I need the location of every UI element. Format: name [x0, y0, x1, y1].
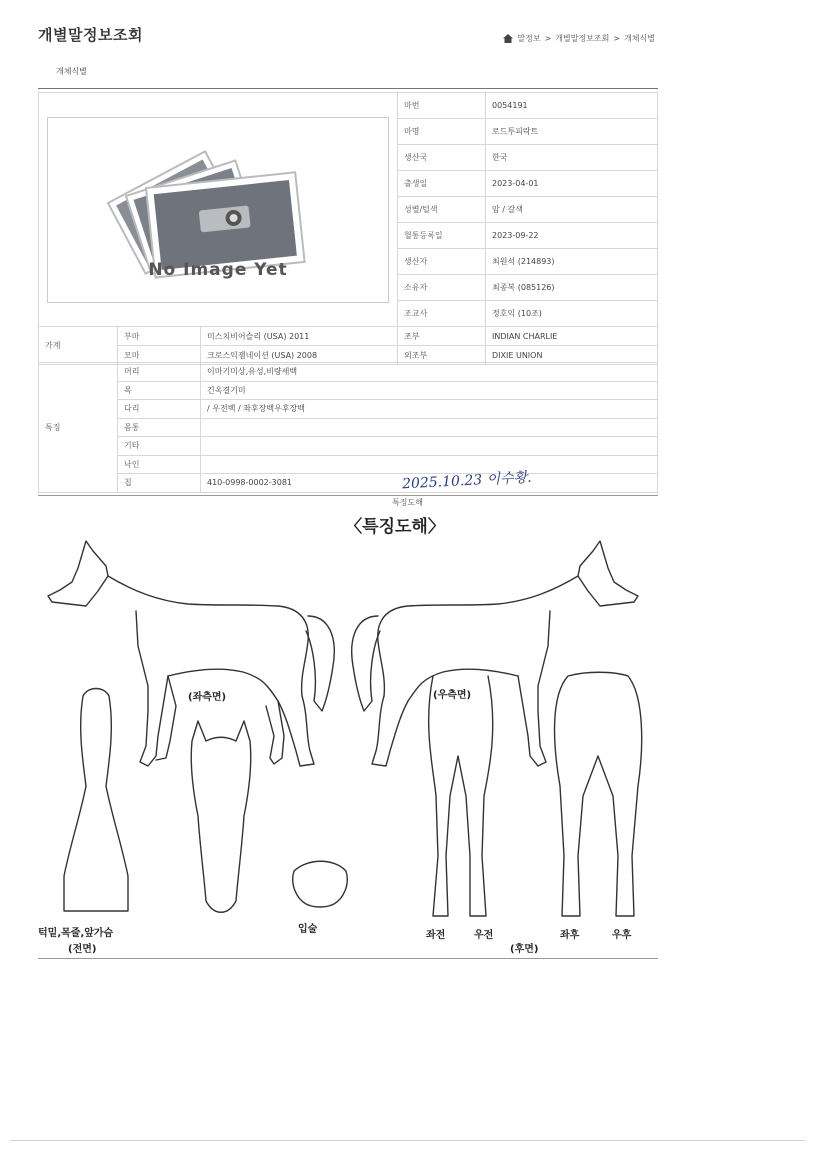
pedigree-label: 조부: [398, 327, 486, 346]
no-image-text: No Image Yet: [148, 259, 288, 280]
feature-value: 긴옥결기미: [201, 381, 658, 400]
breadcrumb-separator: >: [544, 34, 552, 43]
pedigree-label: 부마: [118, 327, 201, 346]
horse-outline-drawing: [38, 496, 658, 958]
feature-label: 다리: [118, 400, 201, 419]
feature-label: 낙인: [118, 455, 201, 474]
pedigree-value: INDIAN CHARLIE: [486, 327, 658, 346]
pedigree-label: 모마: [118, 346, 201, 365]
info-label: 마번: [398, 93, 486, 119]
horse-photo-placeholder: [47, 117, 389, 303]
handwritten-note: 2025.10.23 이수황.: [401, 469, 533, 493]
label-right-side: (우측면): [433, 690, 472, 701]
feature-label: 몸통: [118, 418, 201, 437]
breadcrumb-item[interactable]: 말정보: [517, 34, 541, 43]
breadcrumb-item-current: 개체식별: [624, 34, 655, 43]
label-left-front: 좌전: [426, 930, 446, 941]
page-title: 개별말정보조회: [38, 26, 143, 44]
info-value: 암 / 갈색: [486, 197, 658, 223]
info-label: 조교사: [398, 301, 486, 327]
breadcrumb: [503, 33, 655, 44]
breadcrumb-item[interactable]: 개별말정보조회: [555, 34, 610, 43]
label-left-side: (좌측면): [188, 692, 227, 703]
pedigree-group-label: 가계: [39, 327, 118, 365]
info-label: 성별/털색: [398, 197, 486, 223]
info-value: 2023-09-22: [486, 223, 658, 249]
home-icon[interactable]: [503, 34, 513, 43]
left-side-horse: [48, 541, 334, 766]
pedigree-table: [38, 326, 658, 365]
info-value: 정호익 (10조): [486, 301, 658, 327]
info-label: 출생일: [398, 171, 486, 197]
photo-cell: [39, 93, 398, 327]
feature-label: 기타: [118, 437, 201, 456]
tab-bar: [38, 50, 658, 89]
label-right-hind: 우후: [612, 930, 632, 941]
front-legs-view: [429, 676, 493, 916]
label-front-bottom: 턱밑,목줄,앞가슴: [38, 928, 114, 939]
label-rear: (후면): [510, 944, 539, 955]
label-muzzle: 입술: [298, 924, 318, 935]
label-left-hind: 좌후: [560, 930, 580, 941]
info-value: 0054191: [486, 93, 658, 119]
feature-value: [201, 437, 658, 456]
horse-info-table: [38, 92, 658, 327]
feature-label: 목: [118, 381, 201, 400]
front-chest-view: [64, 689, 128, 912]
feature-value: [201, 418, 658, 437]
pedigree-value: 크로스익잼네이션 (USA) 2008: [201, 346, 398, 365]
info-label: 혈통등록일: [398, 223, 486, 249]
features-group-label: 특징: [39, 363, 118, 493]
feature-label: 칩: [118, 474, 201, 493]
pedigree-value: DIXIE UNION: [486, 346, 658, 365]
info-value: 최원석 (214893): [486, 249, 658, 275]
diagram-caption: 특징도해: [392, 498, 423, 507]
features-table: [38, 362, 658, 493]
right-side-horse: [352, 541, 638, 766]
tab-identification[interactable]: 개체식별: [56, 67, 87, 76]
pedigree-value: 미스치비어슬리 (USA) 2011: [201, 327, 398, 346]
info-label: 소유자: [398, 275, 486, 301]
muzzle-view: [293, 861, 348, 907]
info-label: 마명: [398, 119, 486, 145]
feature-value: 이마기미상,유성,비량세백: [201, 363, 658, 382]
info-value: 2023-04-01: [486, 171, 658, 197]
feature-diagram: [38, 495, 658, 959]
head-front-view: [191, 721, 251, 912]
info-value: 최종복 (085126): [486, 275, 658, 301]
feature-value: / 우전백 / 좌후장백우후장백: [201, 400, 658, 419]
rear-legs-view: [555, 672, 642, 916]
diagram-title: 〈특징도해〉: [345, 517, 445, 537]
pedigree-label: 외조부: [398, 346, 486, 365]
info-label: 생산자: [398, 249, 486, 275]
feature-value: 410-0998-0002-3081: [201, 474, 658, 493]
label-front: (전면): [68, 944, 97, 955]
page-footer-divider: [10, 1140, 805, 1141]
info-label: 생산국: [398, 145, 486, 171]
feature-value: [201, 455, 658, 474]
info-value: 한국: [486, 145, 658, 171]
breadcrumb-separator: >: [613, 34, 621, 43]
info-value: 로드투피락트: [486, 119, 658, 145]
feature-label: 머리: [118, 363, 201, 382]
label-right-front: 우전: [474, 930, 494, 941]
